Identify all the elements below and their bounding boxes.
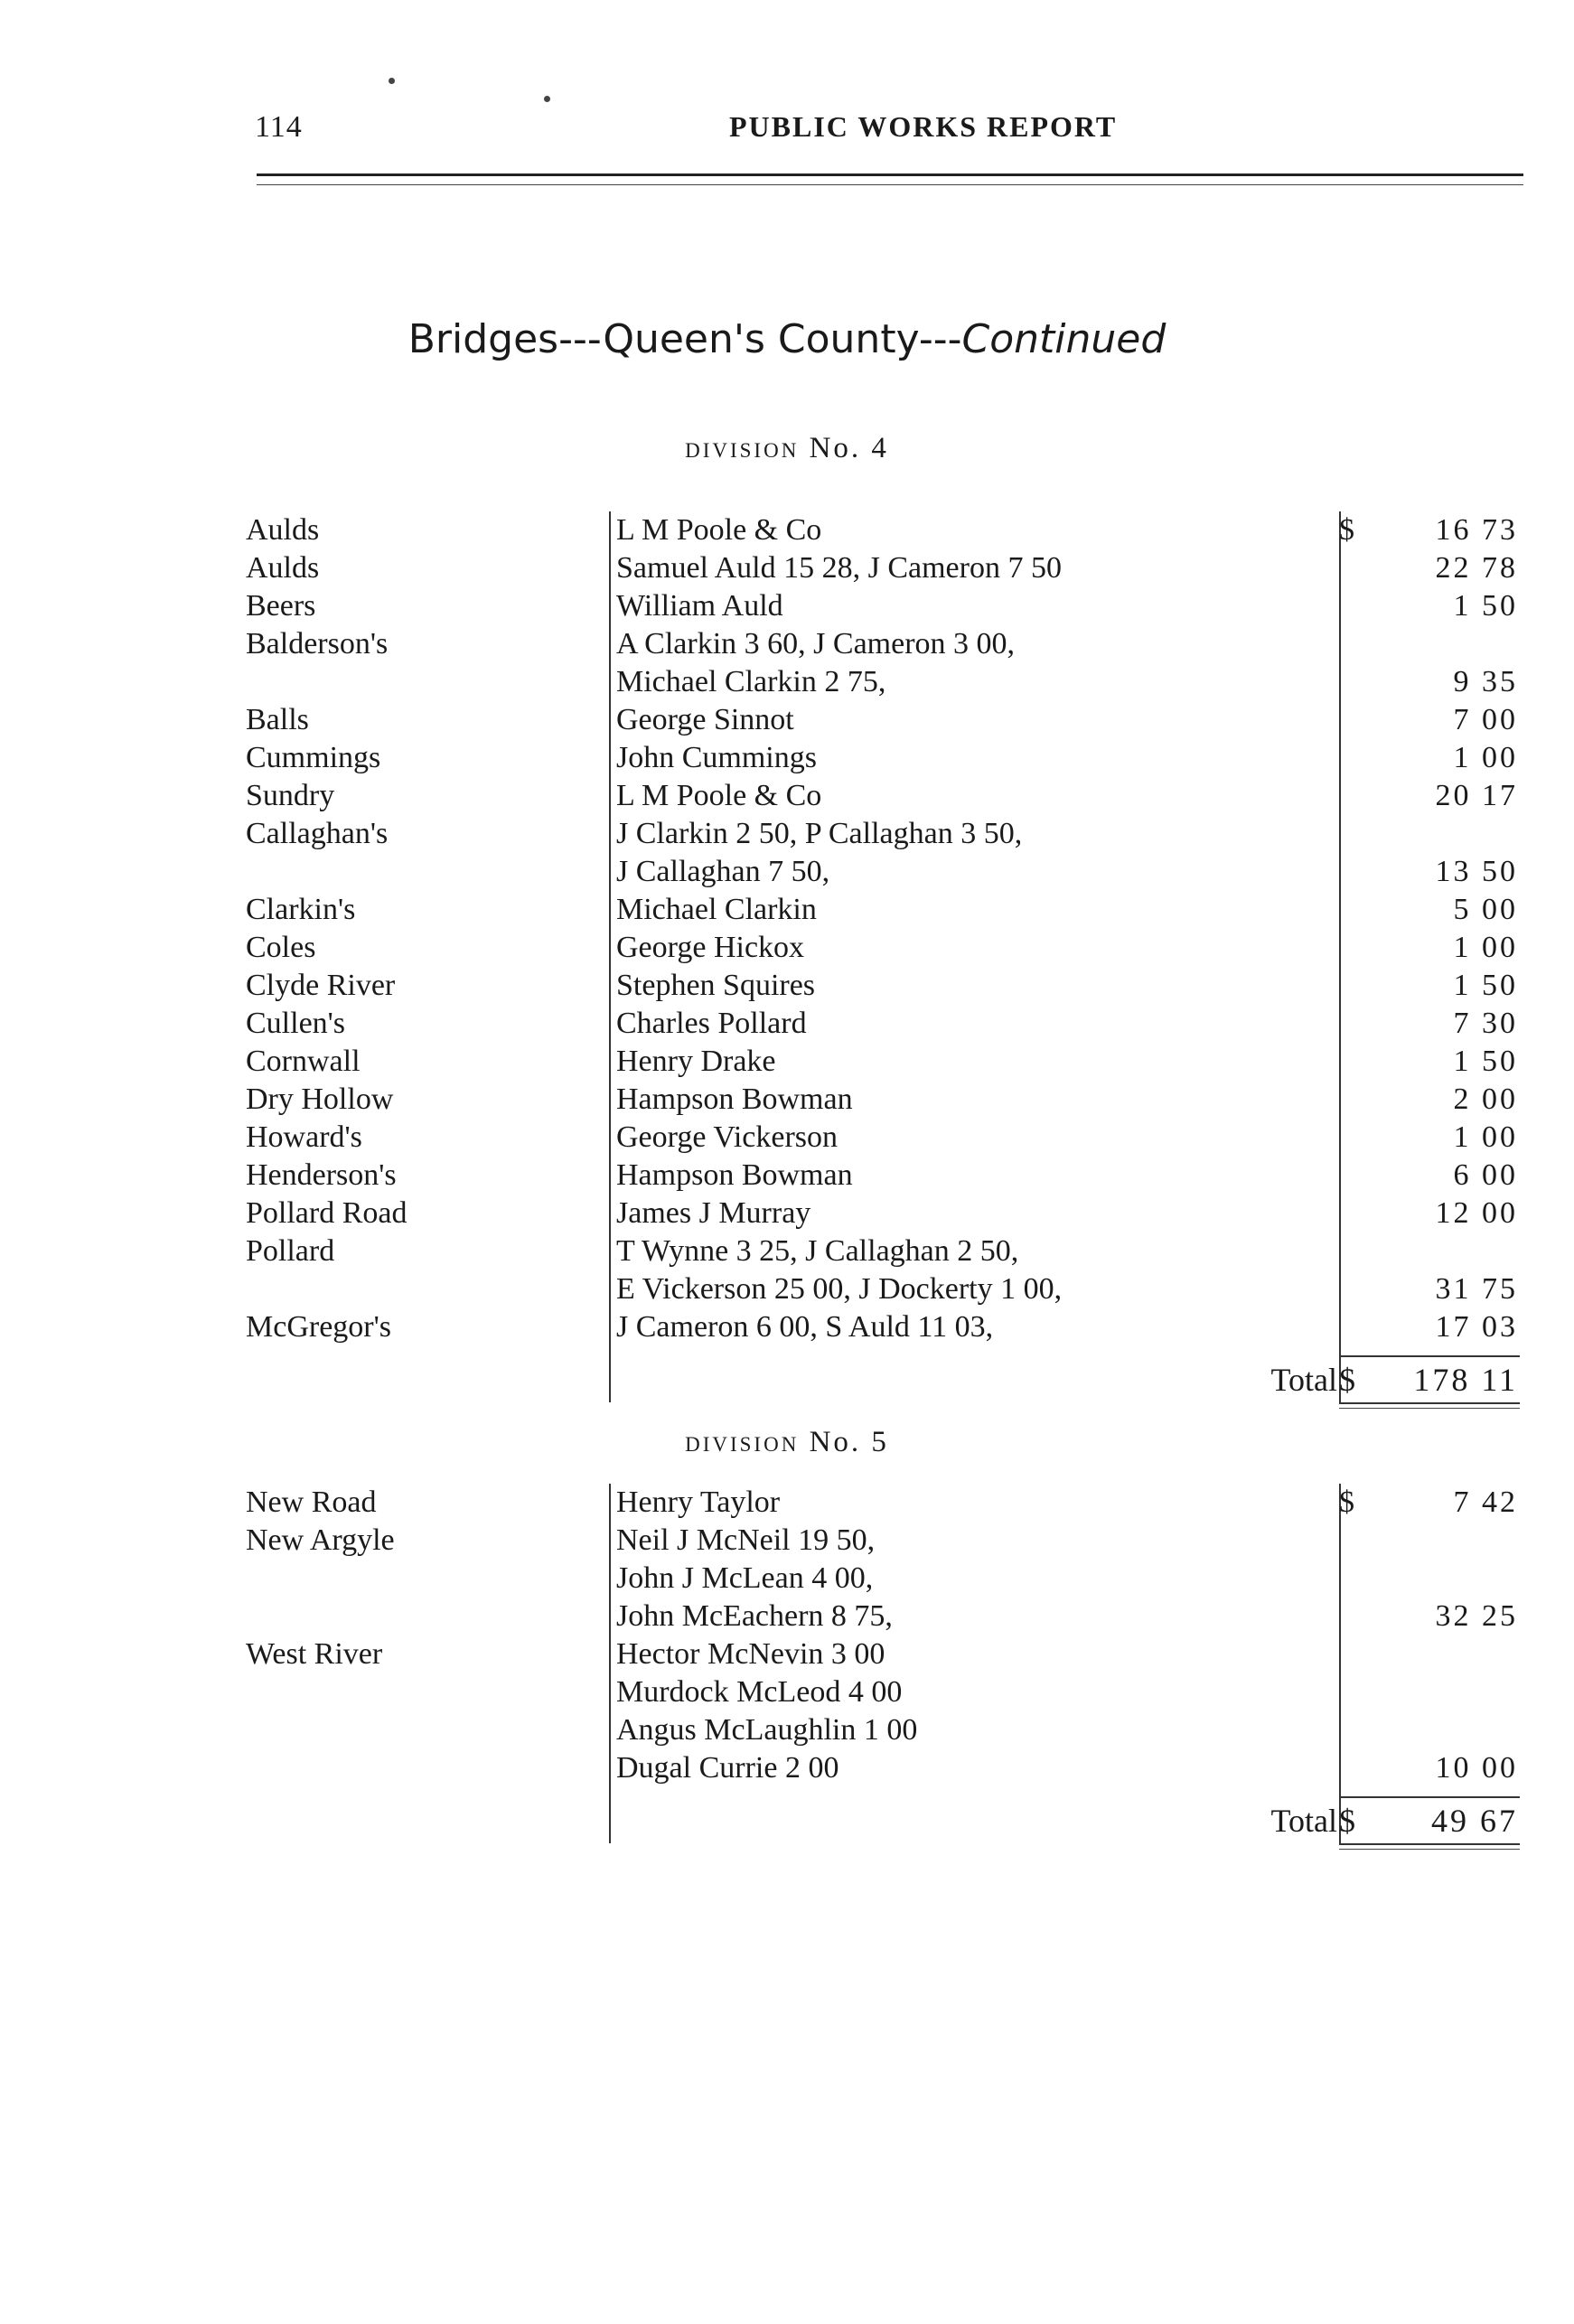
payee-entry: George Hickox xyxy=(616,931,805,964)
bridge-location: New Road xyxy=(246,1485,377,1519)
amount-value: 12 00 xyxy=(1435,1196,1518,1230)
currency-symbol: $ xyxy=(1339,1485,1354,1519)
amount-value: 7 30 xyxy=(1453,1007,1518,1040)
payee-entry: Angus McLaughlin 1 00 xyxy=(616,1713,918,1747)
amount-value: 1 50 xyxy=(1453,1045,1518,1078)
ledger-row xyxy=(0,853,1574,891)
running-title: PUBLIC WORKS REPORT xyxy=(729,110,1118,143)
payee-entry: J Clarkin 2 50, P Callaghan 3 50, xyxy=(616,817,1023,850)
bridge-location: Pollard xyxy=(246,1234,335,1268)
amount-value: 9 35 xyxy=(1453,665,1518,698)
section-title-main: Bridges---Queen's County--- xyxy=(408,316,962,362)
ledger-row xyxy=(0,1081,1574,1119)
ledger-row xyxy=(0,1270,1574,1308)
payee-entry: T Wynne 3 25, J Callaghan 2 50, xyxy=(616,1234,1019,1268)
bridge-location: Balderson's xyxy=(246,627,389,661)
division-word: division xyxy=(685,1426,800,1458)
bridge-location: Balls xyxy=(246,703,309,736)
amount-value: 2 00 xyxy=(1453,1082,1518,1116)
bridge-location: McGregor's xyxy=(246,1310,391,1344)
total-row xyxy=(0,1359,1574,1401)
bridge-location: Howard's xyxy=(246,1120,362,1154)
currency-symbol: $ xyxy=(1339,1803,1355,1839)
payee-entry: Henry Drake xyxy=(616,1045,776,1078)
ledger-row xyxy=(0,1522,1574,1560)
payee-entry: John J McLean 4 00, xyxy=(616,1561,874,1595)
bridge-location: Callaghan's xyxy=(246,817,389,850)
bridge-location: Aulds xyxy=(246,551,320,585)
payee-entry: Michael Clarkin xyxy=(616,893,817,926)
bridge-location: West River xyxy=(246,1637,383,1671)
ledger-row xyxy=(0,739,1574,777)
section-title xyxy=(0,316,1574,362)
ledger-row xyxy=(0,1232,1574,1270)
total-rule-top xyxy=(1339,1355,1520,1357)
amount-value: 20 17 xyxy=(1435,779,1518,812)
ledger-row xyxy=(0,815,1574,853)
payee-entry: Charles Pollard xyxy=(616,1007,807,1040)
payee-entry: George Sinnot xyxy=(616,703,794,736)
payee-entry: L M Poole & Co xyxy=(616,779,822,812)
amount-value: 16 73 xyxy=(1435,513,1518,547)
amount-value: 7 00 xyxy=(1453,703,1518,736)
ledger-row xyxy=(0,1157,1574,1195)
bridge-location: New Argyle xyxy=(246,1523,395,1557)
header-rule xyxy=(257,173,1523,176)
ledger-row xyxy=(0,587,1574,625)
amount-value: 17 03 xyxy=(1435,1310,1518,1344)
ledger-row xyxy=(0,701,1574,739)
ledger-row xyxy=(0,1598,1574,1635)
payee-entry: J Callaghan 7 50, xyxy=(616,855,830,888)
ledger-row xyxy=(0,549,1574,587)
amount-value: 1 50 xyxy=(1453,969,1518,1002)
ledger-row xyxy=(0,1119,1574,1157)
bridge-location: Aulds xyxy=(246,513,320,547)
currency-symbol: $ xyxy=(1339,1362,1355,1398)
payee-entry: J Cameron 6 00, S Auld 11 03, xyxy=(616,1310,994,1344)
division-heading-5 xyxy=(0,1426,1574,1459)
payee-entry: Neil J McNeil 19 50, xyxy=(616,1523,876,1557)
division-number: No. 4 xyxy=(809,432,889,464)
bridge-location: Cummings xyxy=(246,741,381,774)
payee-entry: William Auld xyxy=(616,589,783,623)
amount-value: 32 25 xyxy=(1435,1599,1518,1633)
total-rule-bottom xyxy=(1339,1402,1520,1404)
payee-entry: George Vickerson xyxy=(616,1120,839,1154)
ledger-row xyxy=(0,777,1574,815)
division-word: division xyxy=(685,432,800,464)
ledger-row xyxy=(0,1308,1574,1346)
ledger-row xyxy=(0,625,1574,663)
payee-entry: Hampson Bowman xyxy=(616,1082,853,1116)
amount-value: 31 75 xyxy=(1435,1272,1518,1306)
amount-value: 10 00 xyxy=(1435,1751,1518,1785)
ledger-row xyxy=(0,891,1574,929)
bridge-location: Henderson's xyxy=(246,1158,397,1192)
division-number: No. 5 xyxy=(809,1426,889,1458)
total-rule-double xyxy=(1339,1849,1520,1850)
total-label: Total xyxy=(1270,1803,1337,1839)
payee-entry: Michael Clarkin 2 75, xyxy=(616,665,886,698)
payee-entry: Murdock McLeod 4 00 xyxy=(616,1675,903,1709)
amount-value: 1 00 xyxy=(1453,1120,1518,1154)
payee-entry: Henry Taylor xyxy=(616,1485,781,1519)
payee-entry: A Clarkin 3 60, J Cameron 3 00, xyxy=(616,627,1016,661)
total-label: Total xyxy=(1270,1362,1337,1398)
bridge-location: Clarkin's xyxy=(246,893,356,926)
ledger-row xyxy=(0,1673,1574,1711)
payee-entry: Dugal Currie 2 00 xyxy=(616,1751,839,1785)
division-heading-4 xyxy=(0,432,1574,465)
bridge-location: Pollard Road xyxy=(246,1196,408,1230)
total-rule-double xyxy=(1339,1408,1520,1409)
ledger-row xyxy=(0,1711,1574,1749)
section-title-continued: Continued xyxy=(961,316,1166,362)
ledger-row xyxy=(0,1484,1574,1522)
payee-entry: Hector McNevin 3 00 xyxy=(616,1637,885,1671)
ledger-row xyxy=(0,1195,1574,1232)
total-amount: 178 11 xyxy=(1413,1362,1518,1398)
payee-entry: James J Murray xyxy=(616,1196,811,1230)
amount-value: 6 00 xyxy=(1453,1158,1518,1192)
ink-speck xyxy=(544,96,550,102)
bridge-location: Coles xyxy=(246,931,316,964)
ledger-row xyxy=(0,1560,1574,1598)
total-rule-top xyxy=(1339,1796,1520,1798)
amount-value: 1 00 xyxy=(1453,741,1518,774)
ink-speck xyxy=(389,78,395,84)
amount-value: 22 78 xyxy=(1435,551,1518,585)
payee-entry: Hampson Bowman xyxy=(616,1158,853,1192)
bridge-location: Cornwall xyxy=(246,1045,361,1078)
bridge-location: Dry Hollow xyxy=(246,1082,394,1116)
amount-value: 5 00 xyxy=(1453,893,1518,926)
ledger-row xyxy=(0,1749,1574,1787)
payee-entry: John McEachern 8 75, xyxy=(616,1599,893,1633)
page-number: 114 xyxy=(255,110,303,144)
amount-value: 1 00 xyxy=(1453,931,1518,964)
page-header xyxy=(255,110,1520,155)
payee-entry: E Vickerson 25 00, J Dockerty 1 00, xyxy=(616,1272,1063,1306)
ledger-row xyxy=(0,1005,1574,1043)
ledger-row xyxy=(0,1635,1574,1673)
amount-value: 1 50 xyxy=(1453,589,1518,623)
amount-value: 7 42 xyxy=(1453,1485,1518,1519)
bridge-location: Sundry xyxy=(246,779,335,812)
amount-value: 13 50 xyxy=(1435,855,1518,888)
ledger-row xyxy=(0,511,1574,549)
bridge-location: Beers xyxy=(246,589,316,623)
currency-symbol: $ xyxy=(1339,513,1354,547)
total-rule-bottom xyxy=(1339,1843,1520,1845)
ledger-row xyxy=(0,929,1574,967)
payee-entry: L M Poole & Co xyxy=(616,513,822,547)
payee-entry: John Cummings xyxy=(616,741,817,774)
ledger-row xyxy=(0,663,1574,701)
ledger-row xyxy=(0,1043,1574,1081)
total-row xyxy=(0,1800,1574,1841)
bridge-location: Clyde River xyxy=(246,969,396,1002)
bridge-location: Cullen's xyxy=(246,1007,346,1040)
total-amount: 49 67 xyxy=(1431,1803,1518,1839)
header-rule-thin xyxy=(257,184,1523,185)
ledger-row xyxy=(0,967,1574,1005)
payee-entry: Stephen Squires xyxy=(616,969,816,1002)
payee-entry: Samuel Auld 15 28, J Cameron 7 50 xyxy=(616,551,1062,585)
